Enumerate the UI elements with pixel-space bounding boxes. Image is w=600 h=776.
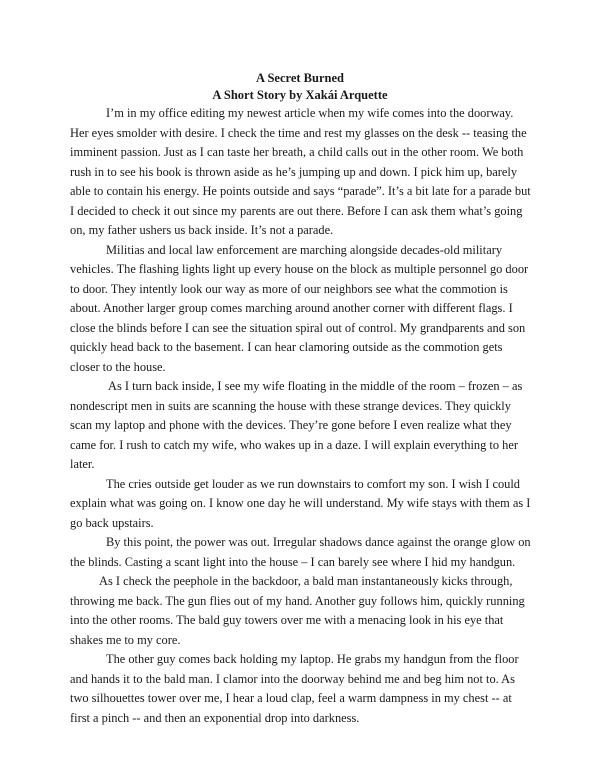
paragraph-7: The other guy comes back holding my laptop. He grabs my handgun from the floor and hands it to the bald man. I clamor into the doorway behind me and beg him not to. As two silhouettes tower over me, I hear a loud clap, feel a warm dampness in my chest -- at first a pinch -- and then an exponential drop into darkness. <box>70 652 519 725</box>
paragraph-2: Militias and local law enforcement are marching alongside decades-old military vehicles. The flashing lights light up every house on the block as multiple personnel go door to door. They intently look our way as more of our neighbors see what the commotion is about. Another larger group comes marching around another corner with different flags. I close the blinds before I can see the situation spiral out of control. My grandparents and son quickly head back to the basement. I can hear clamoring outside as the commotion gets closer to the house. <box>70 242 529 374</box>
paragraph-3: As I turn back inside, I see my wife floating in the middle of the room – frozen – as nondescript men in suits are scanning the house with these strange devices. They quickly scan my laptop and phone with the devices. They’re gone before I even realize what they came for. I rush to catch my wife, who wakes up in a daze. I will explain everything to her later. <box>70 379 523 471</box>
paragraph-6: As I check the peephole in the backdoor, a bald man instantaneously kicks through, throwing me back. The gun flies out of my hand. Another guy follows him, quickly running into the other rooms. The bald guy towers over me with a menacing look in his eye that shakes me to my core. <box>70 574 525 647</box>
paragraph-5: By this point, the power was out. Irregular shadows dance against the orange glow on the blinds. Casting a scant light into the house – I can barely see where I hid my handgun. <box>70 535 531 569</box>
title-block <box>0 70 600 104</box>
story-title: A Secret Burned <box>256 71 344 85</box>
story-body <box>70 104 532 728</box>
story-byline: A Short Story by Xakái Arquette <box>212 88 388 102</box>
paragraph-1: I’m in my office editing my newest article when my wife comes into the doorway. Her eyes smolder with desire. I check the time and rest my glasses on the desk -- teasing the imminent passion. Just as I can taste her breath, a child calls out in the other room. We both rush in to see his book is thrown aside as he’s jumping up and down. I pick him up, barely able to contain his energy. He points outside and says “parade”. It’s a bit late for a parade but I decided to check it out since my parents are out there. Before I can ask them what’s going on, my father ushers us back inside. It’s not a parade. <box>70 106 531 237</box>
paragraph-4: The cries outside get louder as we run downstairs to comfort my son. I wish I could explain what was going on. I know one day he will understand. My wife stays with them as I go back upstairs. <box>70 476 531 530</box>
